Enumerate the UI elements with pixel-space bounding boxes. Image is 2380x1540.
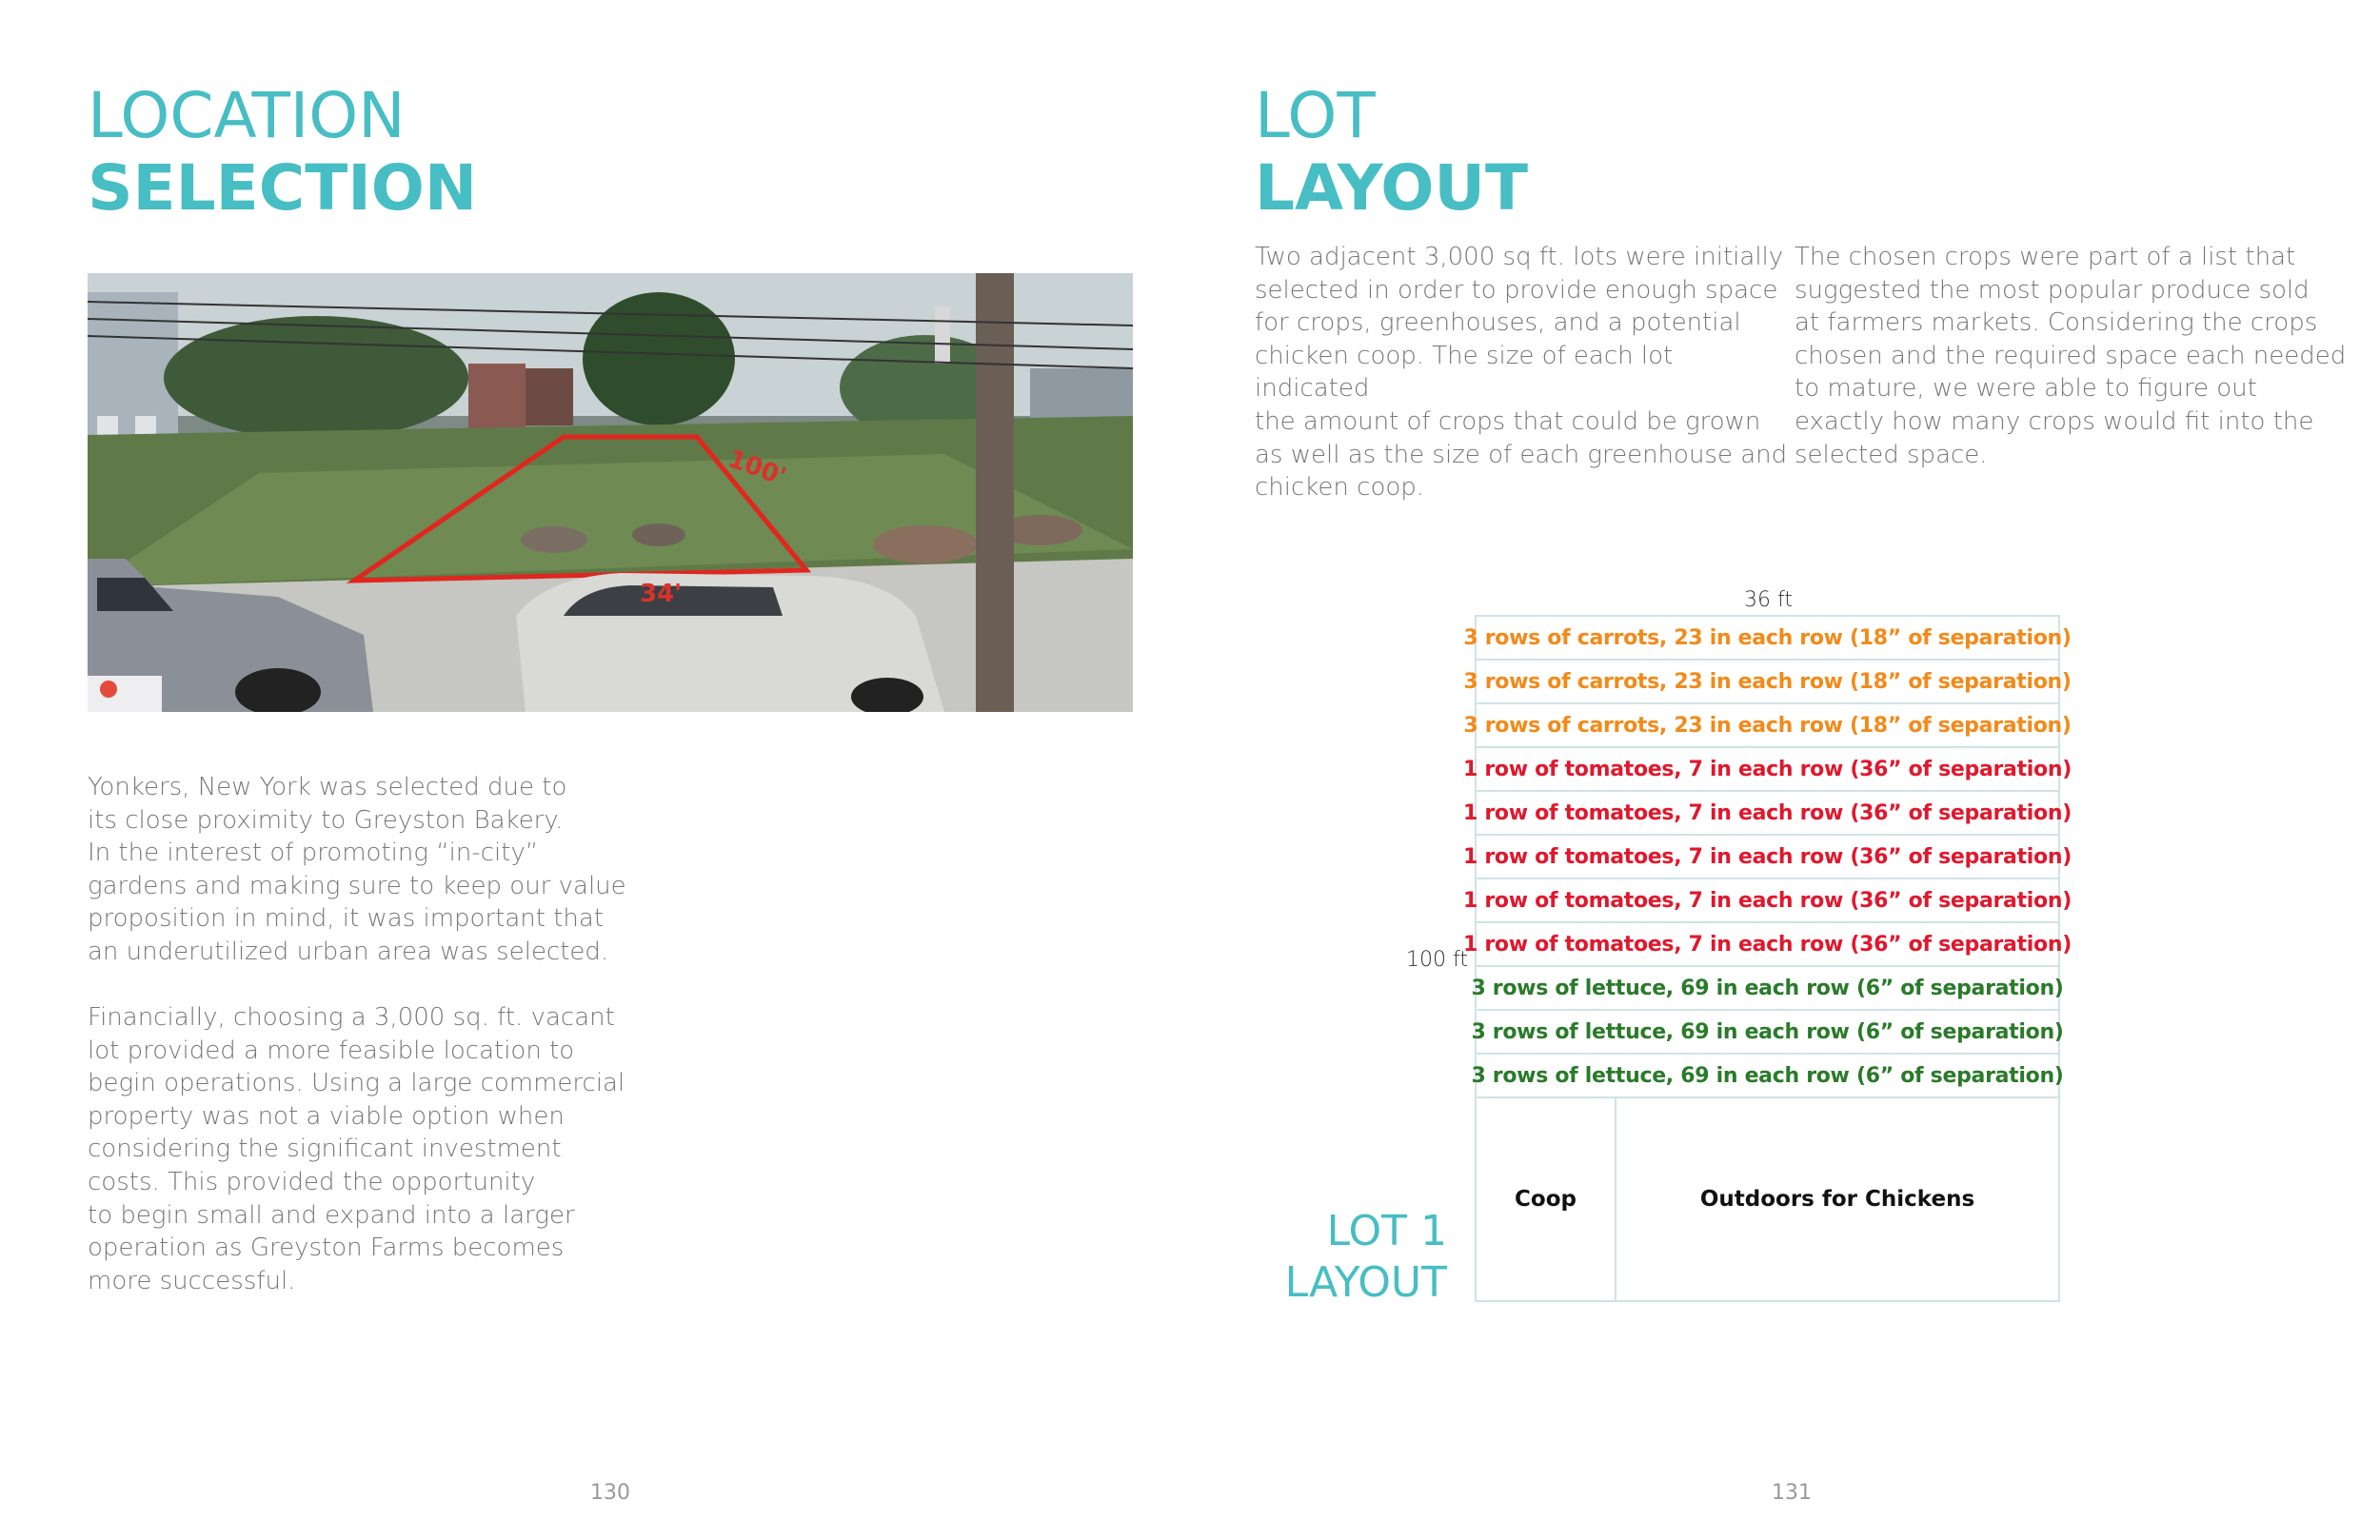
lot-layout-column-2: The chosen crops were part of a list that suggested the most popular produce sold at farmers markets. Considering the crops chosen and the required space each needed to mature, we were able to figure out exactly how many crops would fit into the selected space. xyxy=(1795,243,2347,469)
street-view-illustration xyxy=(88,273,1133,712)
crop-row: 3 rows of carrots, 23 in each row (18” of separation) xyxy=(1477,661,2058,704)
crop-rows xyxy=(1463,617,2072,1098)
heading-line2: SELECTION xyxy=(88,151,478,225)
crop-row: 1 row of tomatoes, 7 in each row (36” of separation) xyxy=(1477,923,2058,967)
heading-line1: LOCATION xyxy=(88,79,406,152)
lot-height-dimension: 100 ft xyxy=(1406,948,1468,972)
location-paragraph-2: Financially, choosing a 3,000 sq. ft. vacant lot provided a more feasible location to begin operations. Using a large commercial property was not a viable option when considering the significant investment costs. This provided the opportunity to begin small and expand into a larger operation as Greyston Farms becomes more successful. xyxy=(88,1003,625,1295)
crop-row: 1 row of tomatoes, 7 in each row (36” of separation) xyxy=(1477,792,2058,836)
page-number-right: 131 xyxy=(1772,1481,1812,1505)
location-selection-heading xyxy=(88,80,477,225)
lot-layout-column-1: Two adjacent 3,000 sq ft. lots were initially selected in order to provide enough space for crops, greenhouses, and a potential chicken coop. The size of each lot indicated the amount of crops that could be grown as well as the size of each greenhouse and chicken coop. xyxy=(1255,243,1788,503)
lot-depth-label: 100' xyxy=(724,444,790,492)
chicken-area xyxy=(1477,1098,2058,1300)
crop-row: 1 row of tomatoes, 7 in each row (36” of separation) xyxy=(1477,836,2058,879)
lot-width-dimension: 36 ft xyxy=(1744,588,1793,612)
crop-row: 3 rows of lettuce, 69 in each row (6” of separation) xyxy=(1477,1011,2058,1055)
lot-layout-table xyxy=(1463,615,2072,1302)
crop-row: 1 row of tomatoes, 7 in each row (36” of separation) xyxy=(1477,879,2058,923)
crop-row: 1 row of tomatoes, 7 in each row (36” of separation) xyxy=(1477,748,2058,792)
coop-cell: Coop xyxy=(1477,1098,1616,1300)
crop-row: 3 rows of carrots, 23 in each row (18” of separation) xyxy=(1477,704,2058,748)
lot-width-label: 34' xyxy=(640,580,683,608)
page-number-left: 130 xyxy=(590,1481,630,1505)
heading-line1: LOT xyxy=(1255,79,1376,152)
crop-row: 3 rows of lettuce, 69 in each row (6” of separation) xyxy=(1477,1055,2058,1098)
street-view-photo xyxy=(88,273,1133,712)
crop-row: 3 rows of lettuce, 69 in each row (6” of separation) xyxy=(1477,967,2058,1011)
lot-layout-heading xyxy=(1255,80,1528,225)
heading-line2: LAYOUT xyxy=(1255,151,1528,225)
outdoor-chickens-cell: Outdoors for Chickens xyxy=(1699,1187,1975,1212)
lot-1-layout-label: LOT 1 LAYOUT xyxy=(1284,1207,1447,1307)
location-paragraph-1: Yonkers, New York was selected due to its close proximity to Greyston Bakery. In the interest of promoting “in-city” gardens and making sure to keep our value proposition in mind, it was important that an underutilized urban area was selected. xyxy=(88,773,626,966)
crop-row: 3 rows of carrots, 23 in each row (18” of separation) xyxy=(1477,617,2058,661)
